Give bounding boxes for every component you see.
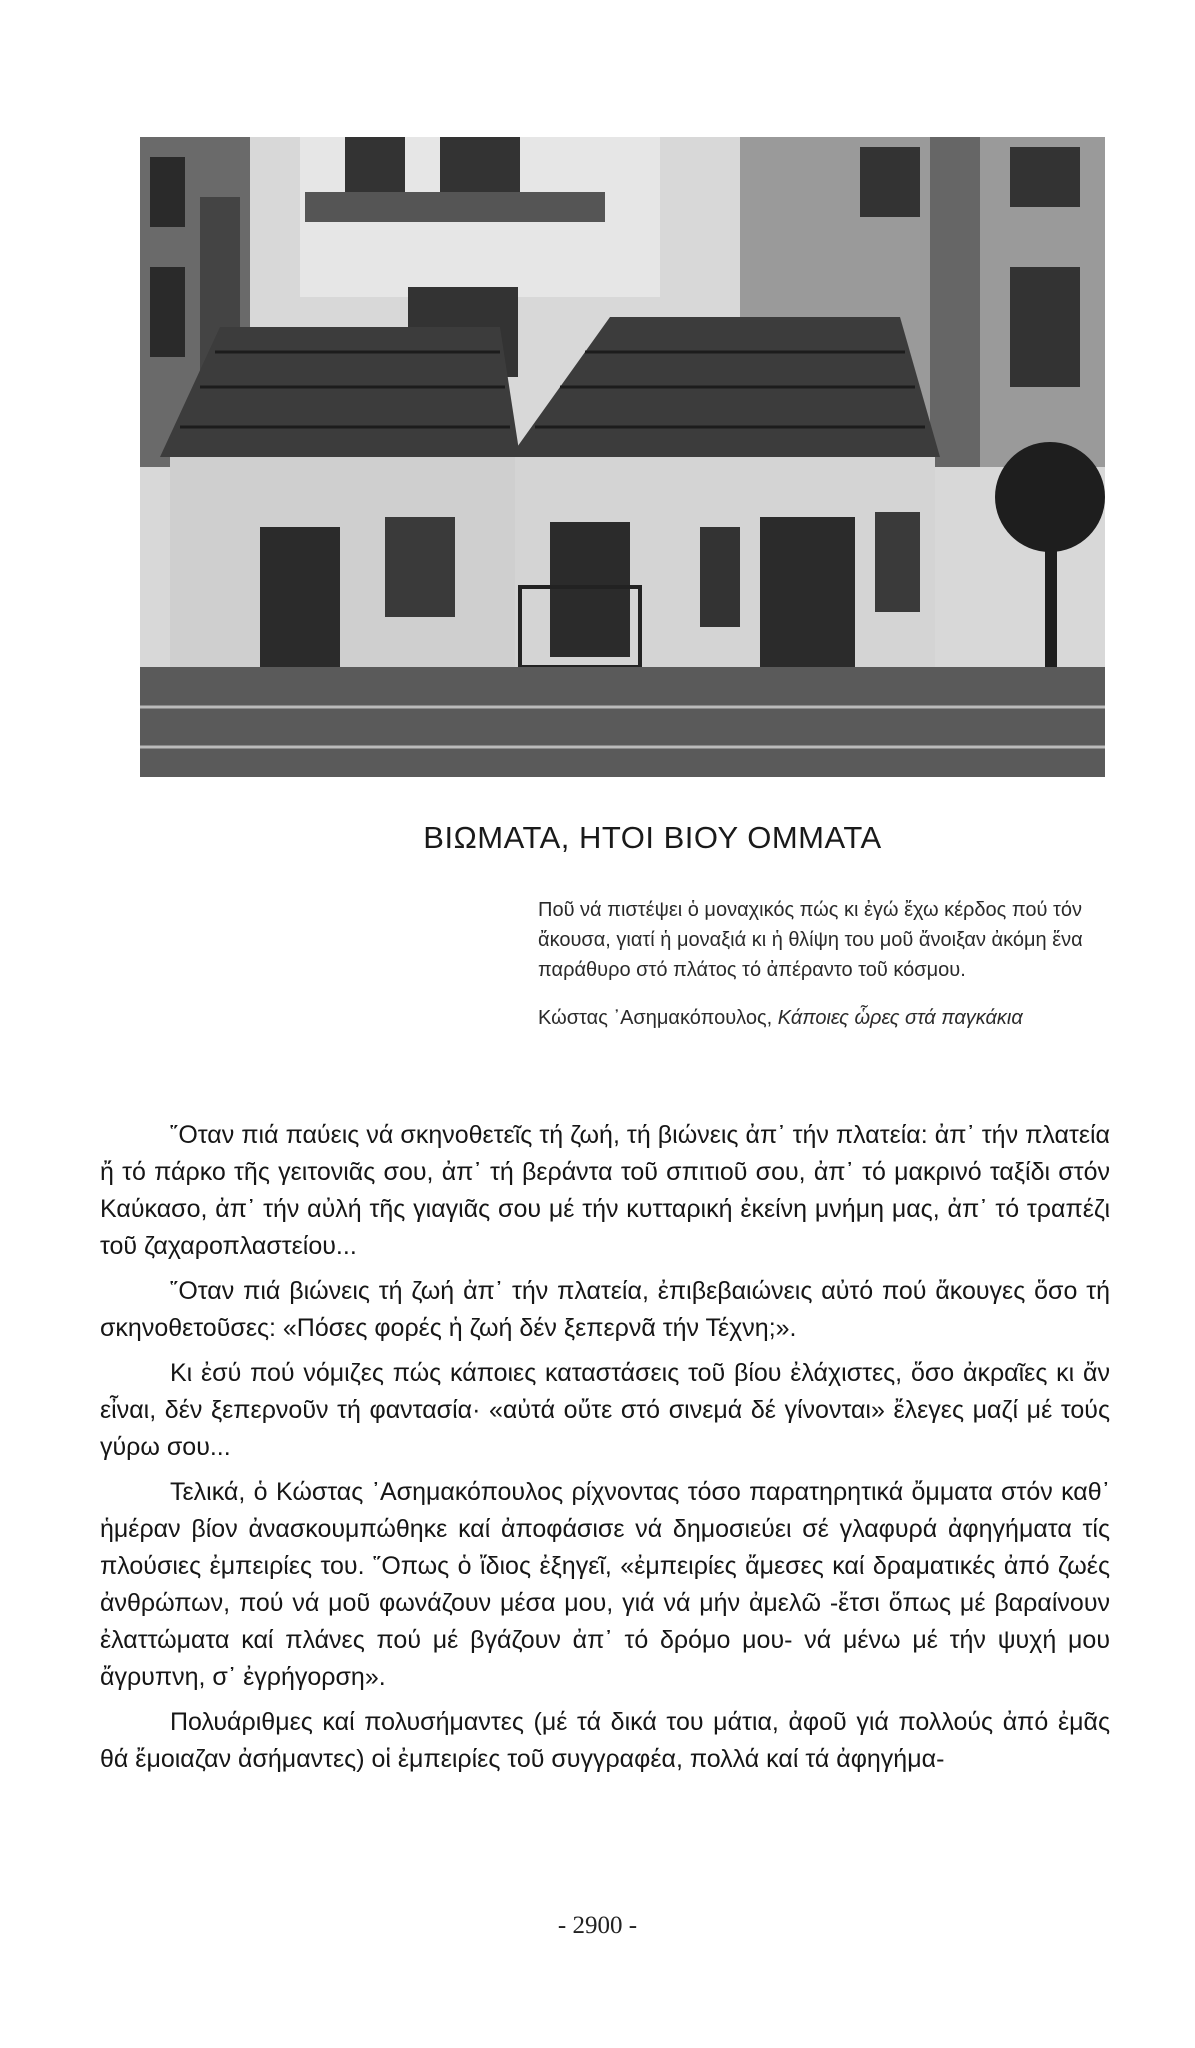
body-text bbox=[100, 1117, 1110, 1786]
paragraph: Τελικά, ὁ Κώστας ᾿Ασημακόπουλος ρίχνοντας τόσο παρατηρητικά ὄμματα στόν καθ᾿ ἡμέραν βίον ἀνασκουμπώθηκε καί ἀποφάσισε νά δημοσιεύει σέ γλαφυρά ἀφηγήματα τίς πλούσιες ἐμπειρίες του. ῞Οπως ὁ ἴδιος ἐξηγεῖ, «ἐμπειρίες ἄμεσες καί δραματικές ἀπό ζωές ἀνθρώπων, πού νά μοῦ φωνάζουν μέσα μου, γιά νά μήν ἀμελῶ -ἔτσι ὅπως μέ βαραίνουν ἐλαττώματα καί πλάνες πού μέ βγάζουν ἀπ᾿ τό δρόμο μου- νά μένω μέ τήν ψυχή μου ἄγρυπνη, σ᾿ ἐγρήγορση». bbox=[100, 1478, 1110, 1691]
epigraph-author: Κώστας ᾿Ασημακόπουλος, bbox=[538, 1007, 773, 1029]
houses-painting-icon bbox=[140, 137, 1105, 777]
epigraph bbox=[538, 895, 1108, 1033]
epigraph-text: Ποῦ νά πιστέψει ὁ μοναχικός πώς κι ἐγώ ἔχω κέρδος πού τόν ἄκουσα, γιατί ἡ μοναξιά κι ἡ θλίψη του μοῦ ἄνοιξαν ἀκόμη ἕνα παράθυρο στό πλάτος τό ἀπέραντο τοῦ κόσμου. bbox=[538, 899, 1083, 981]
page-number: - 2900 - bbox=[557, 1912, 638, 1939]
epigraph-attribution bbox=[538, 1003, 1108, 1033]
epigraph-book: Κάποιες ὧρες στά παγκάκια bbox=[777, 1007, 1023, 1029]
paragraph: Πολυάριθμες καί πολυσήμαντες (μέ τά δικά του μάτια, ἀφοῦ γιά πολλούς ἀπό ἐμᾶς θά ἔμοιαζαν ἀσήμαντες) οἱ ἐμπειρίες τοῦ συγγραφέα, πολλά καί τά ἀφηγήμα- bbox=[100, 1708, 1110, 1773]
page-title: ΒΙΩΜΑΤΑ, ΗΤΟΙ ΒΙΟΥ ΟΜΜΑΤΑ bbox=[423, 820, 882, 855]
illustration-houses-painting bbox=[140, 137, 1105, 777]
paragraph: ῞Οταν πιά βιώνεις τή ζωή ἀπ᾿ τήν πλατεία, ἐπιβεβαιώνεις αὐτό πού ἄκουγες ὅσο τή σκηνοθετοῦσες: «Πόσες φορές ἡ ζωή δέν ξεπερνᾶ τήν Τέχνη;». bbox=[100, 1277, 1110, 1342]
paragraph: ῞Οταν πιά παύεις νά σκηνοθετεῖς τή ζωή, τή βιώνεις ἀπ᾿ τήν πλατεία: ἀπ᾿ τήν πλατεία ἤ τό πάρκο τῆς γειτονιᾶς σου, ἀπ᾿ τή βεράντα τοῦ σπιτιοῦ σου, ἀπ᾿ τό μακρινό ταξίδι στόν Καύκασο, ἀπ᾿ τήν αὐλή τῆς γιαγιᾶς σου μέ τήν κυτταρική ἐκείνη μνήμη μας, ἀπ᾿ τό τραπέζι τοῦ ζαχαροπλαστείου... bbox=[100, 1121, 1110, 1260]
paragraph: Κι ἐσύ πού νόμιζες πώς κάποιες καταστάσεις τοῦ βίου ἐλάχιστες, ὅσο ἀκραῖες κι ἄν εἶναι, δέν ξεπερνοῦν τή φαντασία· «αὐτά οὔτε στό σινεμά δέ γίνονται» ἔλεγες μαζί μέ τούς γύρω σου... bbox=[100, 1359, 1110, 1461]
